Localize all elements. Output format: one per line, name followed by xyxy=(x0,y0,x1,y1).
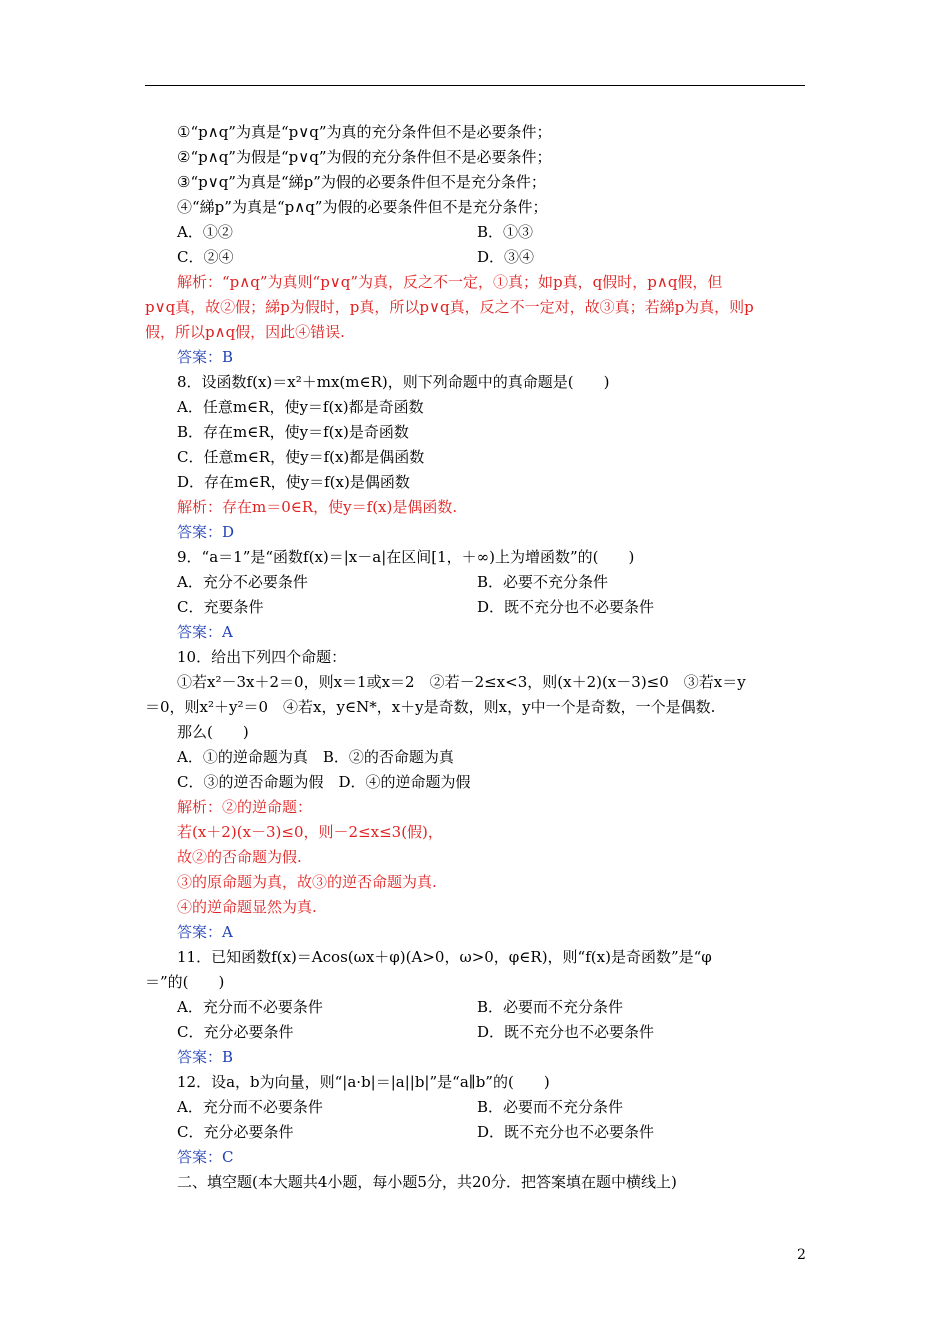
q12-option-d: D．既不充分也不必要条件 xyxy=(477,1123,655,1141)
statement-1: ①“p∧q”为真是“p∨q”为真的充分条件但不是必要条件； xyxy=(177,123,552,141)
q8-stem: 8．设函数f(x)＝x²＋mx(m∈R)，则下列命题中的真命题是( ) xyxy=(177,373,610,391)
q7-options-ab xyxy=(145,220,815,245)
q7-answer: 答案：B xyxy=(177,348,234,366)
q12-stem: 12．设a，b为向量，则“|a·b|＝|a||b|”是“a∥b”的( ) xyxy=(177,1073,550,1091)
q10-analysis-line5: ④的逆命题显然为真. xyxy=(177,898,317,916)
q12-options-cd xyxy=(145,1120,815,1145)
q7-analysis-line1: 解析：“p∧q”为真则“p∨q”为真，反之不一定，①真；如p真，q假时，p∧q假，但 xyxy=(177,273,723,291)
q7-analysis-line2: p∨q真，故②假；綈p为假时，p真，所以p∨q真，反之不一定对，故③真；若綈p为真，则p xyxy=(145,298,754,316)
q8-option-d: D．存在m∈R，使y＝f(x)是偶函数 xyxy=(177,473,410,491)
q11-option-d: D．既不充分也不必要条件 xyxy=(477,1023,655,1041)
q9-option-d: D．既不充分也不必要条件 xyxy=(477,598,655,616)
q9-stem: 9．“a＝1”是“函数f(x)＝|x－a|在区间[1，＋∞)上为增函数”的( ) xyxy=(177,548,635,566)
q9-options-ab xyxy=(145,570,815,595)
q10-body-line1: ①若x²－3x＋2＝0，则x＝1或x＝2 ②若－2≤x<3，则(x＋2)(x－3)≤0 ③若x＝y xyxy=(177,673,746,691)
q12-option-c: C．充分必要条件 xyxy=(177,1123,294,1141)
q7-option-d: D．③④ xyxy=(477,248,535,266)
q11-option-a: A．充分而不必要条件 xyxy=(177,998,323,1016)
q7-option-c: C．②④ xyxy=(177,248,234,266)
q11-stem-line2: ＝”的( ) xyxy=(145,973,225,991)
q7-options-cd xyxy=(145,245,815,270)
q7-analysis-line3: 假，所以p∧q假，因此④错误. xyxy=(145,323,345,341)
q10-analysis-line4: ③的原命题为真，故③的逆否命题为真. xyxy=(177,873,437,891)
statement-4: ④“綈p”为真是“p∧q”为假的必要条件但不是充分条件； xyxy=(177,198,548,216)
page-content xyxy=(145,120,815,1195)
q10-body-line2: ＝0，则x²＋y²＝0 ④若x，y∈N*，x＋y是奇数，则x，y中一个是奇数，一个是偶数. xyxy=(145,698,716,716)
q11-option-c: C．充分必要条件 xyxy=(177,1023,294,1041)
q10-analysis-line2: 若(x＋2)(x－3)≤0，则－2≤x≤3(假)， xyxy=(177,823,443,841)
header-rule xyxy=(145,85,805,86)
q8-analysis: 解析：存在m＝0∈R，使y＝f(x)是偶函数. xyxy=(177,498,458,516)
q8-answer: 答案：D xyxy=(177,523,235,541)
q10-stem: 10．给出下列四个命题： xyxy=(177,648,347,666)
q12-options-ab xyxy=(145,1095,815,1120)
q10-analysis-line3: 故②的否命题为假. xyxy=(177,848,302,866)
q8-option-a: A．任意m∈R，使y＝f(x)都是奇函数 xyxy=(177,398,424,416)
statement-3: ③“p∨q”为真是“綈p”为假的必要条件但不是充分条件； xyxy=(177,173,546,191)
q12-answer: 答案：C xyxy=(177,1148,234,1166)
page-number: 2 xyxy=(797,1247,806,1263)
q11-options-ab xyxy=(145,995,815,1020)
q10-options-ab: A．①的逆命题为真 B．②的否命题为真 xyxy=(177,748,454,766)
q10-options-cd: C．③的逆否命题为假 D．④的逆命题为假 xyxy=(177,773,471,791)
q9-option-b: B．必要不充分条件 xyxy=(477,573,609,591)
q9-options-cd xyxy=(145,595,815,620)
section-2-heading: 二、填空题(本大题共4小题，每小题5分，共20分．把答案填在题中横线上) xyxy=(177,1173,677,1191)
q11-options-cd xyxy=(145,1020,815,1045)
q8-option-b: B．存在m∈R，使y＝f(x)是奇函数 xyxy=(177,423,409,441)
q10-then: 那么( ) xyxy=(177,723,249,741)
statement-2: ②“p∧q”为假是“p∨q”为假的充分条件但不是必要条件； xyxy=(177,148,552,166)
q9-option-c: C．充要条件 xyxy=(177,598,264,616)
q12-option-a: A．充分而不必要条件 xyxy=(177,1098,323,1116)
q10-analysis-line1: 解析：②的逆命题： xyxy=(177,798,313,816)
q7-option-b: B．①③ xyxy=(477,223,534,241)
q9-answer: 答案：A xyxy=(177,623,233,641)
q12-option-b: B．必要而不充分条件 xyxy=(477,1098,624,1116)
q11-stem-line1: 11．已知函数f(x)＝Acos(ωx＋φ)(A>0，ω>0，φ∈R)，则“f(x)是奇函数”是“φ xyxy=(177,948,712,966)
q8-option-c: C．任意m∈R，使y＝f(x)都是偶函数 xyxy=(177,448,425,466)
q9-option-a: A．充分不必要条件 xyxy=(177,573,308,591)
q7-option-a: A．①② xyxy=(177,223,233,241)
q11-answer: 答案：B xyxy=(177,1048,234,1066)
q11-option-b: B．必要而不充分条件 xyxy=(477,998,624,1016)
q10-answer: 答案：A xyxy=(177,923,233,941)
